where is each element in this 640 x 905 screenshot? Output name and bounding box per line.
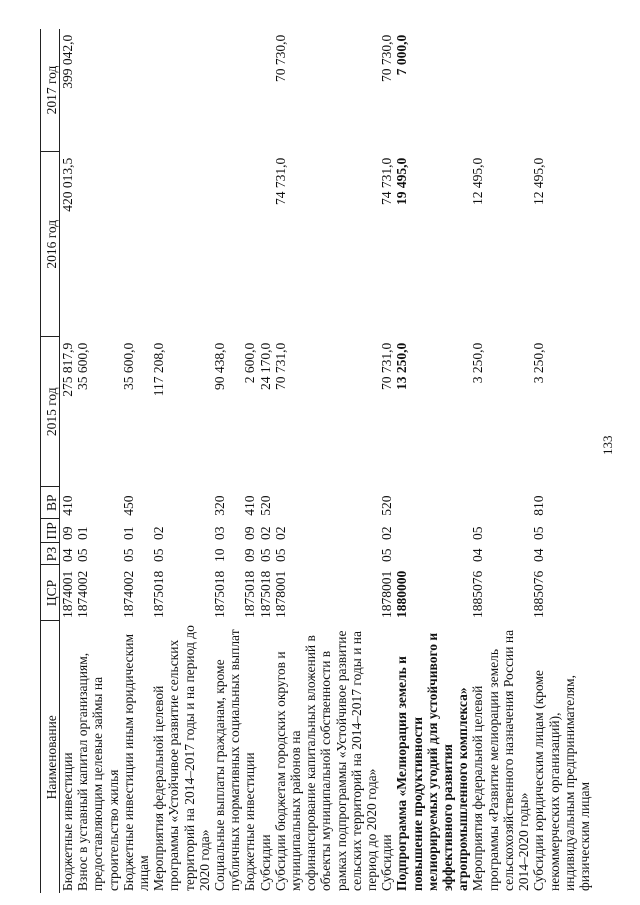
header-2015: 2015 год [41,337,60,487]
cell-rz: 05 [272,548,288,562]
cell-name: Социальные выплаты гражданам, кроме публичных нормативных социальных выплат [212,629,243,891]
table-row [394,29,470,893]
cell-vr [470,487,531,519]
cell-csr: 1878001 [272,570,288,618]
table-row [121,29,151,893]
cell-csr: 1885076 [470,570,486,618]
cell-y2016: 74 731,0 [379,157,395,205]
cell-rz: 04 [470,548,486,562]
cell-y2015: 3 250,0 [470,342,486,384]
budget-table [40,29,592,893]
cell-y2016 [258,152,273,337]
cell-vr: 520 [379,495,395,516]
cell-y2016: 19 495,0 [394,157,410,205]
cell-rz: 09 [242,548,258,562]
cell-y2015: 70 731,0 [272,342,288,390]
table-row [470,29,531,893]
header-2017: 2017 год [41,29,60,152]
cell-y2017 [121,29,151,152]
cell-y2017 [151,29,212,152]
cell-y2017 [212,29,242,152]
cell-rz [394,543,470,565]
cell-y2015: 90 438,0 [212,342,228,390]
cell-y2015: 24 170,0 [257,342,273,390]
cell-pr: 01 [75,526,91,540]
cell-y2015: 35 600,0 [75,342,91,390]
cell-y2015: 13 250,0 [394,342,410,390]
cell-rz: 05 [75,548,91,562]
cell-vr: 520 [257,495,273,516]
cell-y2017 [531,29,592,152]
cell-rz: 10 [212,548,228,562]
cell-pr: 02 [272,526,288,540]
cell-y2017 [470,29,531,152]
cell-csr: 1874002 [75,570,91,618]
cell-pr: 05 [470,526,486,540]
cell-rz: 05 [257,548,273,562]
cell-y2016: 12 495,0 [531,157,547,205]
cell-vr [273,487,379,519]
cell-pr: 02 [151,526,167,540]
cell-name: Бюджетные инвестиции иным юридическим лицам [120,634,152,891]
cell-name: Взнос в уставный капитал организациям, предоставляющим целевые займы на строительство жилья [75,652,121,891]
header-vr: ВР [41,487,60,519]
cell-csr: 1875018 [257,570,273,618]
cell-vr: 450 [120,495,136,516]
cell-pr: 03 [212,526,228,540]
cell-csr: 1874001 [60,570,75,618]
header-name: Наименование [41,621,60,893]
cell-name: Мероприятия федеральной целевой программы «Устойчивое развитие сельских территорий на 2014–2017 годы и на период до 2020 года» [151,625,212,891]
cell-y2017: 399 042,0 [60,34,75,89]
cell-vr [151,487,212,519]
cell-csr: 1885076 [531,570,547,618]
cell-y2015: 35 600,0 [120,342,136,390]
table-row [75,29,121,893]
cell-y2016 [151,152,212,337]
cell-y2016 [121,152,151,337]
cell-pr [394,519,470,543]
cell-y2016 [75,152,121,337]
cell-y2017 [75,29,121,152]
cell-y2017: 70 730,0 [272,34,288,82]
cell-pr: 05 [531,526,547,540]
cell-y2016 [242,152,257,337]
cell-pr: 09 [60,526,75,540]
cell-csr: 1880000 [394,570,410,618]
cell-pr: 01 [120,526,136,540]
cell-y2016: 12 495,0 [470,157,486,205]
cell-y2015: 70 731,0 [379,342,395,390]
cell-csr: 1878001 [379,570,395,618]
table-row [531,29,592,893]
cell-pr: 02 [379,526,395,540]
table-row [242,29,257,893]
page-number: 133 [600,435,615,455]
header-rz: РЗ [41,543,60,565]
cell-rz: 04 [60,548,75,562]
table-row [60,29,76,893]
cell-vr: 320 [212,495,228,516]
table-row [212,29,242,893]
cell-name: Субсидии юридическим лицам (кроме некоммерческих организаций), индивидуальным предпринимателям, физическим лицам [531,670,592,891]
cell-csr: 1875018 [151,570,167,618]
header-2016: 2016 год [41,152,60,337]
cell-y2016: 420 013,5 [60,157,75,212]
cell-csr: 1875018 [242,570,258,618]
cell-name: Мероприятия федеральной целевой программы «Развитие мелиорации земель сельскохозяйственного назначения России на 2014–2020 годы» [470,629,532,891]
table-row [258,29,273,893]
cell-pr: 02 [257,526,273,540]
cell-y2016 [212,152,242,337]
cell-vr: 810 [531,495,547,516]
cell-y2017 [242,29,257,152]
table-row [379,29,394,893]
cell-pr: 09 [242,526,258,540]
cell-name: Бюджетные инвестиции [60,752,75,891]
cell-rz: 05 [120,548,136,562]
cell-y2015: 3 250,0 [531,342,547,384]
cell-y2017: 70 730,0 [379,34,395,82]
cell-name: Субсидии [257,834,273,891]
cell-csr: 1875018 [212,570,228,618]
cell-y2017: 7 000,0 [394,34,410,76]
cell-name: Подпрограмма «Мелиорация земель и повышение продуктивности мелиорируемых угодий для устойчивого и эффективного развития агропромышленного комплекса» [394,632,471,891]
header-csr: ЦСР [41,565,60,621]
cell-csr: 1874002 [120,570,136,618]
cell-rz: 04 [531,548,547,562]
cell-vr: 410 [242,495,258,516]
cell-y2015: 117 208,0 [151,342,167,397]
cell-name: Субсидии бюджетам городских округов и муниципальных районов на софинансирование капитальных вложений в объекты муниципальной собственности в рамках подпрограммы «Устойчивое развитие сельских территорий на 2014–2017 годы и на период до 2020 года» [272,630,380,891]
cell-vr [75,487,121,519]
cell-name: Бюджетные инвестиции [242,752,258,891]
cell-y2016: 74 731,0 [272,157,288,205]
table-header-row [41,29,60,893]
cell-y2015: 275 817,9 [60,342,75,397]
cell-rz: 05 [379,548,395,562]
cell-vr: 410 [60,495,75,516]
cell-y2015: 2 600,0 [242,342,258,384]
cell-vr [394,487,470,519]
table-row [273,29,379,893]
table-body [60,29,593,893]
cell-rz: 05 [151,548,167,562]
cell-name: Субсидии [379,834,395,891]
table-row [151,29,212,893]
cell-y2017 [258,29,273,152]
header-pr: ПР [41,519,60,543]
